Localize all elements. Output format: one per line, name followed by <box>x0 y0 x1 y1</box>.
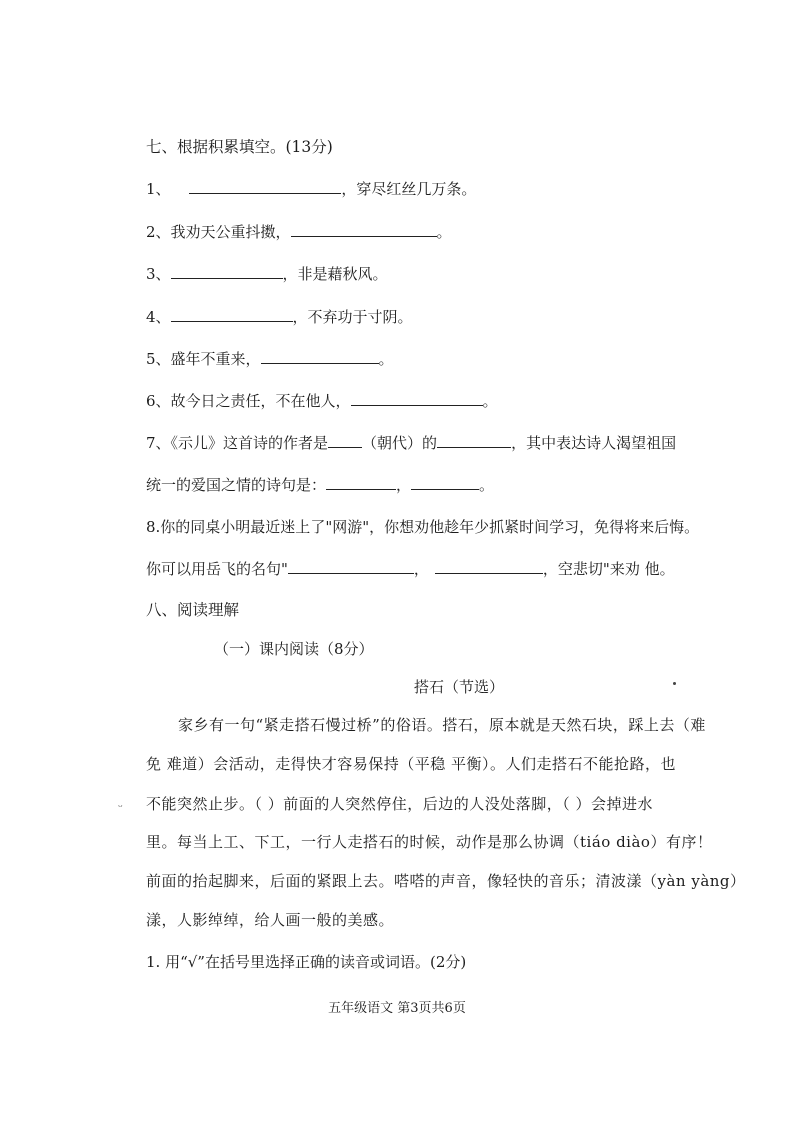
section-7-title: 七、根据积累填空。(13分) <box>146 138 333 156</box>
question-4 <box>146 306 413 328</box>
question-8-line-2 <box>146 558 675 580</box>
question-2-text: 2、我劝天公重抖擞， <box>146 223 291 241</box>
answer-blank[interactable] <box>328 433 362 448</box>
question-3-text: ，非是藉秋风。 <box>282 265 388 283</box>
answer-blank[interactable] <box>189 179 341 194</box>
answer-blank[interactable] <box>288 559 414 574</box>
question-5-text: 5、盛年不重来， <box>146 350 261 368</box>
question-3 <box>146 263 388 285</box>
question-8-line-1: 8.你的同桌小明最近迷上了"网游"，你想劝他趁年少抓紧时间学习，免得将来后悔。 <box>146 518 700 536</box>
question-5-end: 。 <box>378 350 394 368</box>
question-8-text: ，空悲切"来劝 他。 <box>542 560 675 578</box>
answer-blank[interactable] <box>171 264 283 279</box>
question-7-text: ，其中表达诗人渴望祖国 <box>511 434 677 452</box>
answer-blank[interactable] <box>171 307 293 322</box>
question-7-end: 。 <box>479 476 495 494</box>
section-8-title: 八、阅读理解 <box>146 601 240 619</box>
answer-blank[interactable] <box>411 475 479 490</box>
question-7-text: 统一的爱国之情的诗句是： <box>146 476 327 494</box>
question-7-text: （朝代）的 <box>362 434 438 452</box>
answer-blank[interactable] <box>326 475 396 490</box>
question-8-text: 你可以用岳飞的名句" <box>146 560 288 578</box>
question-1-text: ，穿尽红丝几万条。 <box>341 180 477 198</box>
question-7-line-1 <box>146 432 676 454</box>
passage-line-3: 不能突然止步。（ ）前面的人突然停住，后边的人没处落脚，（ ）会掉进水 <box>146 795 654 813</box>
question-2-end: 。 <box>436 223 452 241</box>
answer-blank[interactable] <box>291 222 437 237</box>
question-3-number: 3、 <box>146 265 171 283</box>
scan-mark: ᵕ <box>118 800 123 814</box>
question-7-text: 7、《示儿》这首诗的作者是 <box>146 434 329 452</box>
question-1-number: 1、 <box>146 180 171 198</box>
question-4-text: ，不弃功于寸阴。 <box>292 308 413 326</box>
page-footer: 五年级语文 第3页共6页 <box>328 1001 466 1016</box>
question-7-line-2 <box>146 474 494 496</box>
passage-line-6: 漾，人影绰绰，给人画一般的美感。 <box>146 911 395 929</box>
question-6 <box>146 390 498 412</box>
scan-speck <box>673 682 676 685</box>
passage-line-2: 免 难道）会活动，走得快才容易保持（平稳 平衡）。人们走搭石不能抢路，也 <box>146 755 677 773</box>
answer-blank[interactable] <box>351 391 483 406</box>
question-7-comma: ， <box>396 476 412 494</box>
passage-line-1: 家乡有一句“紧走搭石慢过桥”的俗语。搭石，原本就是天然石块，踩上去（难 <box>178 716 706 734</box>
answer-blank[interactable] <box>261 349 379 364</box>
section-8-subtitle: （一）课内阅读（8分） <box>214 640 374 658</box>
reading-question-1: 1. 用“√”在括号里选择正确的读音或词语。(2分) <box>146 953 467 971</box>
question-2 <box>146 221 452 243</box>
question-8-comma: ， <box>413 560 429 578</box>
question-6-text: 6、故今日之责任，不在他人， <box>146 392 351 410</box>
question-5 <box>146 348 394 370</box>
passage-title: 搭石（节选） <box>414 678 505 696</box>
question-4-number: 4、 <box>146 308 171 326</box>
question-6-end: 。 <box>482 392 498 410</box>
passage-line-5: 前面的抬起脚来，后面的紧跟上去。嗒嗒的声音，像轻快的音乐；清波漾（yàn yàng） <box>146 872 746 890</box>
question-1 <box>146 178 476 200</box>
answer-blank[interactable] <box>435 559 543 574</box>
answer-blank[interactable] <box>437 433 511 448</box>
passage-line-4: 里。每当上工、下工，一行人走搭石的时候，动作是那么协调（tiáo diào）有序！ <box>146 833 713 851</box>
